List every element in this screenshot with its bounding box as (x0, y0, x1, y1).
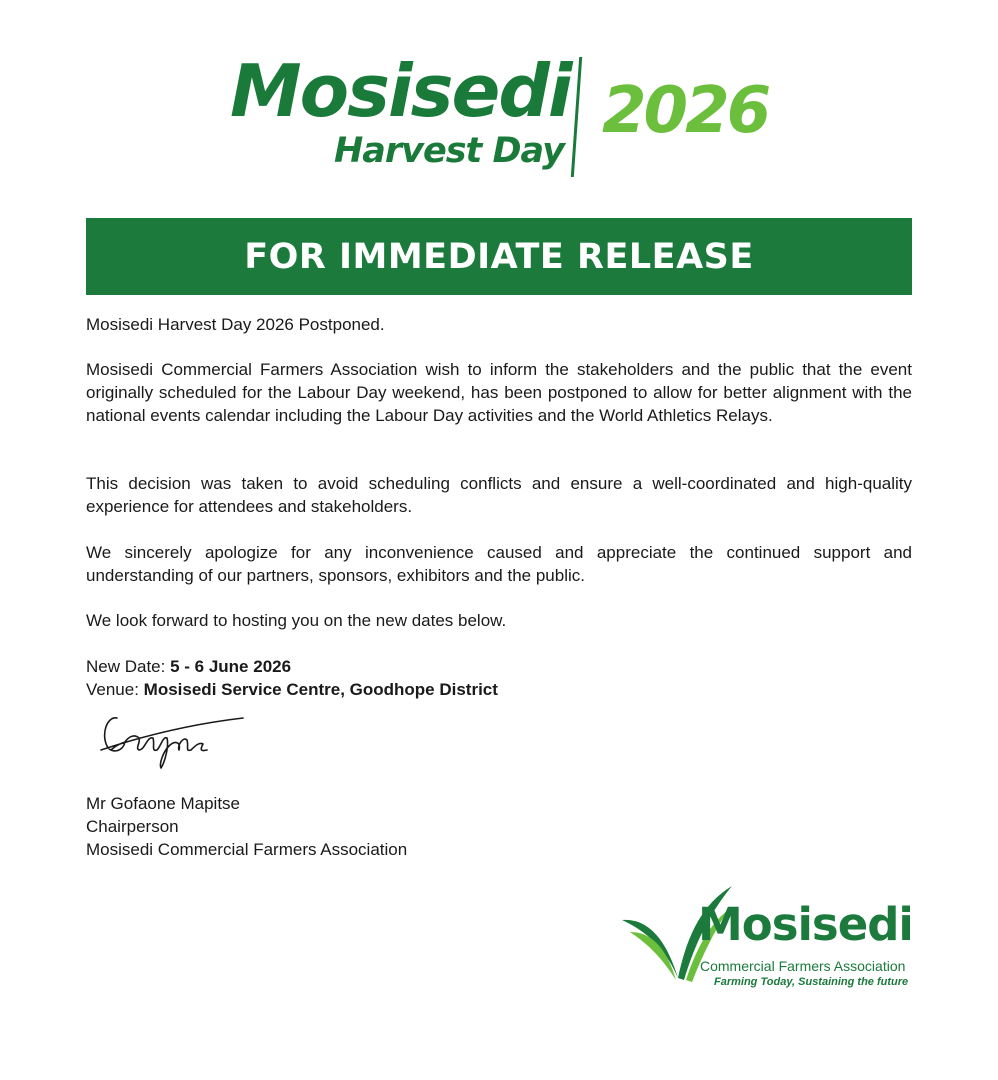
event-logo (230, 49, 770, 180)
release-banner (86, 218, 912, 295)
venue-label: Venue: (86, 680, 144, 699)
venue-line (86, 678, 912, 701)
venue-value: Mosisedi Service Centre, Goodhope District (143, 680, 498, 699)
event-logo-title: Mosisedi (230, 49, 571, 133)
paragraph-decision: This decision was taken to avoid scheduling conflicts and ensure a well-coordinated and high-quality experience for attendees and stakeholders. (86, 474, 912, 516)
paragraph-closing: We look forward to hosting you on the new dates below. (86, 611, 507, 630)
headline: Mosisedi Harvest Day 2026 Postponed. (86, 315, 385, 334)
release-banner-text: FOR IMMEDIATE RELEASE (244, 236, 754, 277)
association-logo-name: Mosisedi (698, 898, 913, 951)
event-logo-year: 2026 (602, 74, 769, 148)
association-logo-tagline: Farming Today, Sustaining the future (714, 976, 909, 988)
signatory-block (86, 792, 407, 861)
event-logo-divider (571, 57, 582, 177)
association-logo-subtitle: Commercial Farmers Association (700, 958, 906, 974)
signatory-organization: Mosisedi Commercial Farmers Association (86, 840, 408, 859)
paragraph-apology: We sincerely apologize for any inconvenience caused and appreciate the continued support and understanding of our partners, sponsors, exhibitors and the public. (86, 543, 912, 585)
event-logo-subtitle: Harvest Day (334, 131, 564, 171)
new-date-label: New Date: (86, 657, 171, 676)
paragraph-announcement: Mosisedi Commercial Farmers Association wish to inform the stakeholders and the public that the event originally scheduled for the Labour Day weekend, has been postponed to allow for better alignment with the national events calendar including the Labour Day activities and the World Athletics Relays. (86, 360, 912, 425)
signatory-role: Chairperson (86, 817, 179, 836)
new-date-line (86, 655, 912, 678)
new-date-value: 5 - 6 June 2026 (170, 657, 292, 676)
signatory-name: Mr Gofaone Mapitse (86, 794, 241, 813)
signature (95, 706, 245, 776)
association-logo (620, 880, 920, 995)
